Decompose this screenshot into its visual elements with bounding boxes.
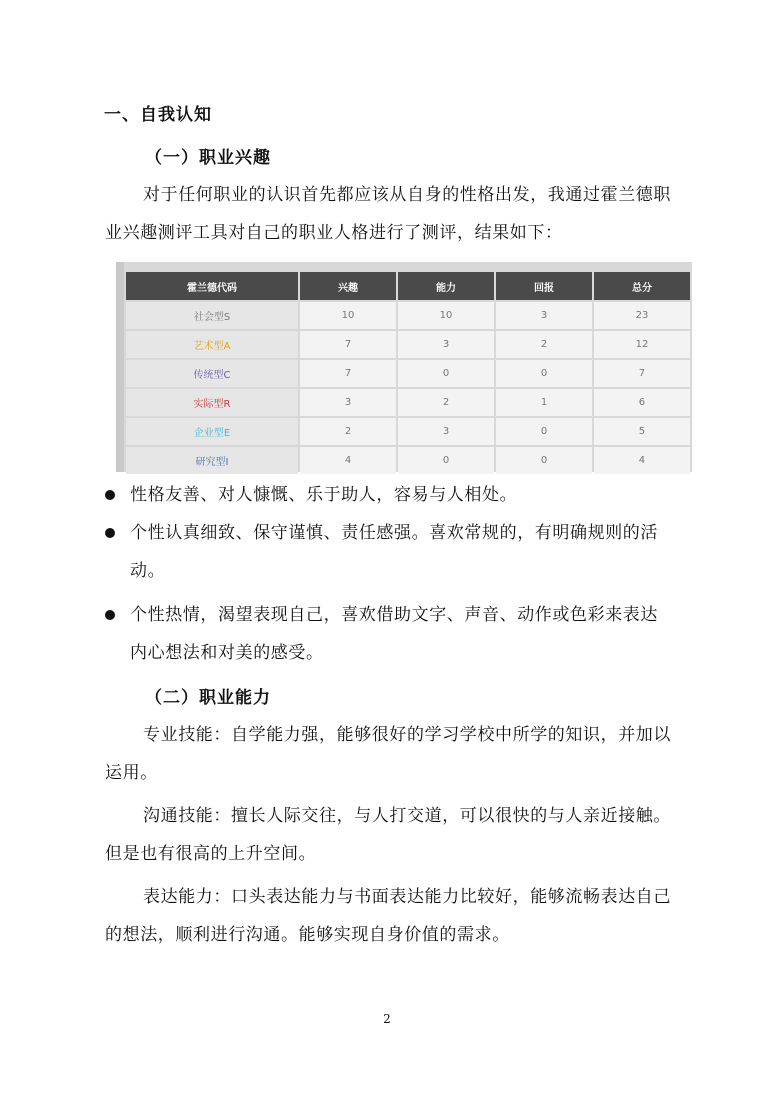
cell-reward: 2 (496, 331, 592, 358)
bullet-icon (105, 490, 115, 500)
ability-paragraph-communication: 沟通技能：擅长人际交往，与人打交道，可以很快的与人亲近接触。但是也有很高的上升空间。 (105, 806, 671, 864)
bullet-text: 个性认真细致、保守谨慎、责任感强。喜欢常规的，有明确规则的活动。 (130, 523, 658, 581)
cell-ability: 3 (398, 331, 494, 358)
ability-paragraph-expression: 表达能力：口头表达能力与书面表达能力比较好，能够流畅表达自己的想法，顺利进行沟通。能够实现自身价值的需求。 (105, 887, 671, 945)
table-row (126, 447, 690, 474)
section-title: 一、自我认知 (104, 105, 212, 125)
table-row (126, 302, 690, 329)
cell-interest: 2 (300, 418, 396, 445)
cell-reward: 3 (496, 302, 592, 329)
bullet-icon (105, 528, 115, 538)
cell-interest: 4 (300, 447, 396, 474)
cell-total: 23 (594, 302, 690, 329)
cell-code: 社会型S (126, 302, 298, 329)
list-item (105, 514, 675, 590)
intro-paragraph: 对于任何职业的认识首先都应该从自身的性格出发，我通过霍兰德职业兴趣测评工具对自己的职业人格进行了测评，结果如下： (105, 185, 671, 243)
cell-reward: 0 (496, 360, 592, 387)
cell-ability: 0 (398, 447, 494, 474)
header-code: 霍兰德代码 (126, 272, 298, 300)
header-reward: 回报 (496, 272, 592, 300)
cell-total: 6 (594, 389, 690, 416)
bullet-icon (105, 610, 115, 620)
list-item (105, 476, 675, 514)
cell-interest: 3 (300, 389, 396, 416)
cell-total: 7 (594, 360, 690, 387)
cell-reward: 0 (496, 418, 592, 445)
bullet-text: 个性热情，渴望表现自己，喜欢借助文字、声音、动作或色彩来表达内心想法和对美的感受。 (130, 605, 658, 663)
cell-code: 艺术型A (126, 331, 298, 358)
subsection-title-interest: （一）职业兴趣 (145, 148, 271, 168)
cell-interest: 7 (300, 360, 396, 387)
table-row (126, 360, 690, 387)
cell-code: 传统型C (126, 360, 298, 387)
table-row (126, 331, 690, 358)
cell-interest: 10 (300, 302, 396, 329)
header-interest: 兴趣 (300, 272, 396, 300)
list-item (105, 596, 675, 672)
cell-interest: 7 (300, 331, 396, 358)
holland-table-container (116, 262, 692, 472)
cell-total: 12 (594, 331, 690, 358)
holland-table (124, 270, 692, 476)
cell-code: 实际型R (126, 389, 298, 416)
page-number: 2 (383, 1012, 391, 1026)
subsection-title-ability: （二）职业能力 (145, 688, 271, 708)
cell-ability: 0 (398, 360, 494, 387)
cell-reward: 1 (496, 389, 592, 416)
cell-ability: 3 (398, 418, 494, 445)
cell-total: 4 (594, 447, 690, 474)
table-row (126, 418, 690, 445)
table-row (126, 389, 690, 416)
cell-ability: 10 (398, 302, 494, 329)
header-total: 总分 (594, 272, 690, 300)
cell-reward: 0 (496, 447, 592, 474)
cell-ability: 2 (398, 389, 494, 416)
cell-total: 5 (594, 418, 690, 445)
table-header-row (126, 272, 690, 300)
bullet-text: 性格友善、对人慷慨、乐于助人，容易与人相处。 (130, 485, 518, 505)
header-ability: 能力 (398, 272, 494, 300)
cell-code: 研究型I (126, 447, 298, 474)
cell-code: 企业型E (126, 418, 298, 445)
ability-paragraph-professional: 专业技能：自学能力强，能够很好的学习学校中所学的知识，并加以运用。 (105, 725, 671, 783)
